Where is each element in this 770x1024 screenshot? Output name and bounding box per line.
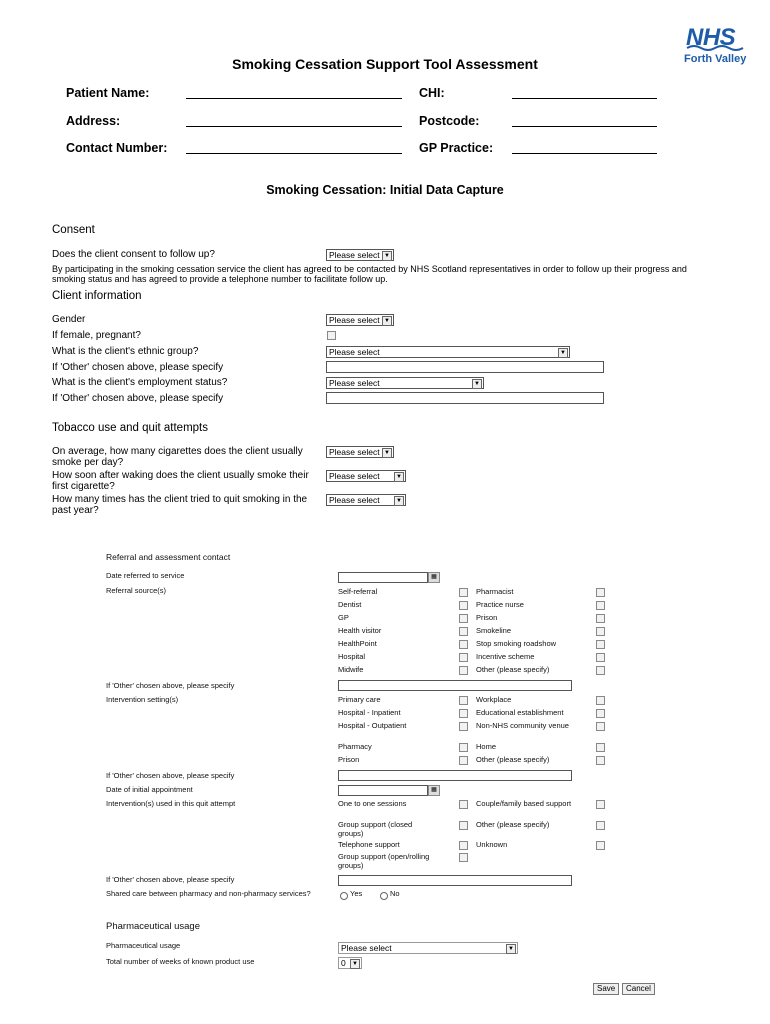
setting-prison-checkbox[interactable]	[459, 756, 468, 765]
consent-select[interactable]	[326, 249, 394, 261]
consent-question: Does the client consent to follow up?	[52, 249, 215, 260]
interventions-label: Intervention(s) used in this quit attempt	[106, 799, 236, 808]
cigarettes-select[interactable]	[326, 446, 394, 458]
cigarettes-select-value: Please select	[329, 447, 380, 457]
source-other-input[interactable]	[338, 680, 572, 691]
source-practice-nurse-checkbox[interactable]	[596, 601, 605, 610]
nhs-logo: NHS	[686, 24, 736, 51]
intervention-telephone-checkbox[interactable]	[459, 841, 468, 850]
gender-label: Gender	[52, 314, 86, 325]
intervention-unknown: Unknown	[476, 840, 508, 849]
intervention-telephone: Telephone support	[338, 840, 400, 849]
consent-select-value: Please select	[329, 250, 380, 260]
source-midwife: Midwife	[338, 665, 364, 674]
address-label: Address:	[66, 114, 121, 128]
weeks-select-value: 0	[341, 958, 346, 968]
shared-care-no-label: No	[390, 889, 400, 898]
pregnant-checkbox[interactable]	[327, 331, 336, 340]
shared-care-label: Shared care between pharmacy and non-pharmacy services?	[106, 889, 311, 898]
calendar-icon[interactable]: ▦	[428, 572, 440, 583]
page-title: Smoking Cessation Support Tool Assessment	[232, 56, 538, 72]
chevron-down-icon: ▼	[382, 316, 392, 326]
ethnic-select[interactable]	[326, 346, 570, 358]
intervention-open-groups: Group support (open/rolling groups)	[338, 852, 430, 870]
intervention-one-to-one-checkbox[interactable]	[459, 800, 468, 809]
setting-other-checkbox[interactable]	[596, 756, 605, 765]
source-hospital: Hospital	[338, 652, 366, 661]
intervention-other: Other (please specify)	[476, 820, 550, 829]
referral-heading: Referral and assessment contact	[106, 552, 231, 562]
source-smokeline: Smokeline	[476, 626, 512, 635]
logo-subtitle: Forth Valley	[684, 53, 747, 65]
intervention-setting-label: Intervention setting(s)	[106, 695, 179, 704]
chevron-down-icon: ▼	[506, 944, 516, 954]
postcode-label: Postcode:	[419, 114, 480, 128]
date-initial-label: Date of initial appointment	[106, 785, 193, 794]
save-button[interactable]: Save	[593, 983, 619, 995]
source-prison-checkbox[interactable]	[596, 614, 605, 623]
source-smokeline-checkbox[interactable]	[596, 627, 605, 636]
date-initial-input[interactable]	[338, 785, 428, 796]
quit-attempts-select-value: Please select	[329, 495, 380, 505]
source-pharmacist-checkbox[interactable]	[596, 588, 605, 597]
source-gp: GP	[338, 613, 349, 622]
first-cigarette-select[interactable]	[326, 470, 406, 482]
source-incentive: Incentive scheme	[476, 652, 535, 661]
setting-other: Other (please specify)	[476, 755, 550, 764]
ethnic-label: What is the client's ethnic group?	[52, 346, 199, 357]
intervention-couple-checkbox[interactable]	[596, 800, 605, 809]
shared-care-yes-radio[interactable]	[340, 892, 348, 900]
setting-pharmacy-checkbox[interactable]	[459, 743, 468, 752]
gp-practice-label: GP Practice:	[419, 141, 494, 155]
chevron-down-icon: ▼	[382, 251, 392, 261]
chi-line	[512, 98, 657, 99]
weeks-label: Total number of weeks of known product use	[106, 957, 255, 966]
source-self-referral-checkbox[interactable]	[459, 588, 468, 597]
chevron-down-icon: ▼	[472, 379, 482, 389]
address-line	[186, 126, 402, 127]
source-pharmacist: Pharmacist	[476, 587, 514, 596]
setting-pharmacy: Pharmacy	[338, 742, 372, 751]
source-other-label: If 'Other' chosen above, please specify	[106, 681, 235, 690]
quit-attempts-question: How many times has the client tried to quit smoking in the past year?	[52, 494, 308, 516]
setting-primary-care: Primary care	[338, 695, 381, 704]
source-health-visitor-checkbox[interactable]	[459, 627, 468, 636]
cancel-button[interactable]: Cancel	[622, 983, 655, 995]
setting-inpatient-checkbox[interactable]	[459, 709, 468, 718]
intervention-open-groups-checkbox[interactable]	[459, 853, 468, 862]
employment-select-value: Please select	[329, 378, 380, 388]
intervention-closed-groups-checkbox[interactable]	[459, 821, 468, 830]
employment-other-input[interactable]	[326, 392, 604, 404]
date-referred-label: Date referred to service	[106, 571, 185, 580]
source-practice-nurse: Practice nurse	[476, 600, 524, 609]
source-roadshow-checkbox[interactable]	[596, 640, 605, 649]
patient-name-line	[186, 98, 402, 99]
setting-educational-checkbox[interactable]	[596, 709, 605, 718]
patient-name-label: Patient Name:	[66, 86, 150, 100]
client-heading: Client information	[52, 290, 142, 302]
source-midwife-checkbox[interactable]	[459, 666, 468, 675]
contact-number-label: Contact Number:	[66, 141, 168, 155]
ethnic-other-input[interactable]	[326, 361, 604, 373]
intervention-other-checkbox[interactable]	[596, 821, 605, 830]
source-health-visitor: Health visitor	[338, 626, 382, 635]
chevron-down-icon: ▼	[382, 448, 392, 458]
setting-community: Non-NHS community venue	[476, 721, 569, 730]
consent-heading: Consent	[52, 224, 95, 236]
chevron-down-icon: ▼	[558, 348, 568, 358]
setting-home: Home	[476, 742, 497, 751]
intervention-closed-groups: Group support (closed groups)	[338, 820, 413, 838]
source-dentist: Dentist	[338, 600, 362, 609]
setting-outpatient-checkbox[interactable]	[459, 722, 468, 731]
setting-other-input[interactable]	[338, 770, 572, 781]
setting-outpatient: Hospital - Outpatient	[338, 721, 407, 730]
source-other: Other (please specify)	[476, 665, 550, 674]
pharma-usage-select[interactable]	[338, 942, 518, 954]
cigarettes-question: On average, how many cigarettes does the client usually smoke per day?	[52, 446, 303, 468]
consent-note: By participating in the smoking cessation service the client has agreed to be contacted by NHS Scotland representatives in order to follow up their progress and smoking status and has agreed to provide a telephone number to facilitate follow up.	[52, 264, 687, 284]
logo-wave-icon	[686, 44, 746, 52]
setting-other-label: If 'Other' chosen above, please specify	[106, 771, 235, 780]
setting-community-checkbox[interactable]	[596, 722, 605, 731]
postcode-line	[512, 126, 657, 127]
setting-workplace: Workplace	[476, 695, 512, 704]
source-incentive-checkbox[interactable]	[596, 653, 605, 662]
pharma-usage-label: Pharmaceutical usage	[106, 941, 181, 950]
ethnic-select-value: Please select	[329, 347, 380, 357]
date-referred-input[interactable]	[338, 572, 428, 583]
intervention-other-input[interactable]	[338, 875, 572, 886]
intervention-couple: Couple/family based support	[476, 799, 572, 808]
setting-workplace-checkbox[interactable]	[596, 696, 605, 705]
source-roadshow: Stop smoking roadshow	[476, 639, 557, 648]
referral-source-label: Referral source(s)	[106, 586, 167, 595]
pharma-heading: Pharmaceutical usage	[106, 921, 200, 932]
shared-care-no-radio[interactable]	[380, 892, 388, 900]
chi-label: CHI:	[419, 86, 445, 100]
chevron-down-icon: ▼	[350, 959, 360, 969]
source-healthpoint-checkbox[interactable]	[459, 640, 468, 649]
chevron-down-icon: ▼	[394, 472, 404, 482]
calendar-icon[interactable]: ▦	[428, 785, 440, 796]
contact-number-line	[186, 153, 402, 154]
source-prison: Prison	[476, 613, 498, 622]
source-hospital-checkbox[interactable]	[459, 653, 468, 662]
source-self-referral: Self-referral	[338, 587, 378, 596]
shared-care-yes-label: Yes	[350, 889, 363, 898]
first-cigarette-select-value: Please select	[329, 471, 380, 481]
first-cigarette-question: How soon after waking does the client usually smoke their first cigarette?	[52, 470, 309, 492]
pharma-usage-select-value: Please select	[341, 943, 392, 953]
tobacco-heading: Tobacco use and quit attempts	[52, 422, 208, 434]
setting-primary-care-checkbox[interactable]	[459, 696, 468, 705]
employment-label: What is the client's employment status?	[52, 377, 228, 388]
source-dentist-checkbox[interactable]	[459, 601, 468, 610]
intervention-unknown-checkbox[interactable]	[596, 841, 605, 850]
chevron-down-icon: ▼	[394, 496, 404, 506]
setting-inpatient: Hospital - Inpatient	[338, 708, 401, 717]
ethnic-other-label: If 'Other' chosen above, please specify	[52, 362, 224, 373]
setting-home-checkbox[interactable]	[596, 743, 605, 752]
section-subtitle: Smoking Cessation: Initial Data Capture	[266, 183, 504, 197]
quit-attempts-select[interactable]	[326, 494, 406, 506]
source-other-checkbox[interactable]	[596, 666, 605, 675]
intervention-one-to-one: One to one sessions	[338, 799, 407, 808]
weeks-select[interactable]	[338, 957, 362, 969]
gender-select[interactable]	[326, 314, 394, 326]
employment-other-label: If 'Other' chosen above, please specify	[52, 393, 224, 404]
source-healthpoint: HealthPoint	[338, 639, 377, 648]
pregnant-label: If female, pregnant?	[52, 330, 141, 341]
gender-select-value: Please select	[329, 315, 380, 325]
setting-prison: Prison	[338, 755, 360, 764]
setting-educational: Educational establishment	[476, 708, 564, 717]
intervention-other-label: If 'Other' chosen above, please specify	[106, 875, 235, 884]
gp-practice-line	[512, 153, 657, 154]
source-gp-checkbox[interactable]	[459, 614, 468, 623]
employment-select[interactable]	[326, 377, 484, 389]
